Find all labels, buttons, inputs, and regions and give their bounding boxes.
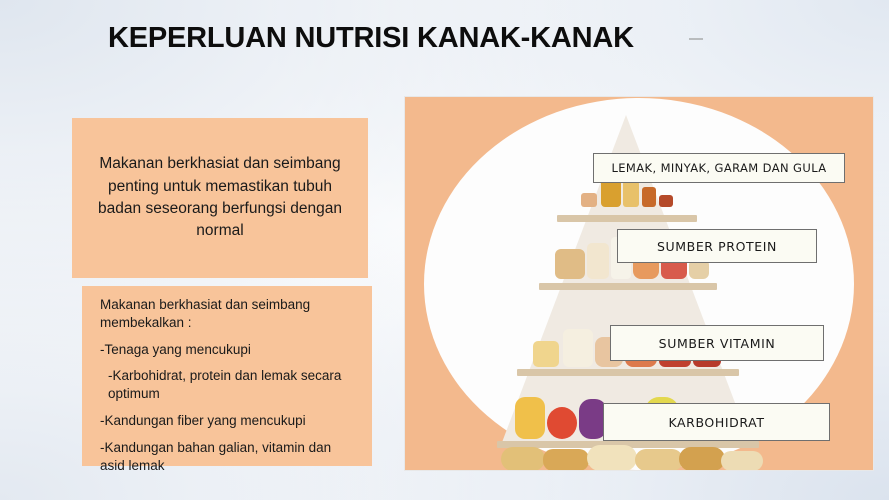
food-item — [547, 407, 577, 439]
food-item — [563, 329, 593, 367]
pyramid-tag-protein: SUMBER PROTEIN — [617, 229, 817, 263]
food-pyramid-image — [404, 96, 874, 471]
food-item — [581, 193, 597, 207]
intro-text-box — [72, 118, 368, 278]
food-item — [635, 449, 683, 471]
food-item — [515, 397, 545, 439]
page-title: KEPERLUAN NUTRISI KANAK-KANAK — [108, 22, 634, 54]
details-text-box — [82, 286, 372, 473]
list-item: -Kandungan fiber yang mencukupi — [100, 413, 306, 429]
food-item — [555, 249, 585, 279]
food-item — [679, 447, 725, 471]
pyramid-shelf — [517, 369, 739, 376]
intro-text: Makanan berkhasiat dan seimbang penting untuk memastikan tubuh badan seseorang berfungsi dengan normal — [98, 155, 342, 240]
food-item — [721, 451, 763, 471]
food-item — [587, 445, 637, 471]
list-item: -Karbohidrat, protein dan lemak secara optimum — [108, 368, 342, 402]
food-item — [659, 195, 673, 207]
food-item — [623, 181, 639, 207]
food-item — [501, 447, 545, 471]
title-dash-decoration — [689, 38, 703, 40]
food-item — [642, 187, 656, 207]
pyramid-tag-carbohydrate: KARBOHIDRAT — [603, 403, 830, 441]
food-item — [587, 243, 609, 279]
food-item — [543, 449, 589, 471]
list-item: -Tenaga yang mencukupi — [100, 341, 251, 357]
details-heading: Makanan berkhasiat dan seimbang membekalkan : — [100, 297, 311, 330]
pyramid-shelf — [557, 215, 697, 222]
list-item: -Kandungan bahan galian, vitamin dan asid lemak — [100, 439, 332, 473]
pyramid-tag-vitamin: SUMBER VITAMIN — [610, 325, 824, 361]
food-item — [533, 341, 559, 367]
pyramid-shelf — [539, 283, 717, 290]
pyramid-tag-fats: LEMAK, MINYAK, GARAM DAN GULA — [593, 153, 845, 183]
